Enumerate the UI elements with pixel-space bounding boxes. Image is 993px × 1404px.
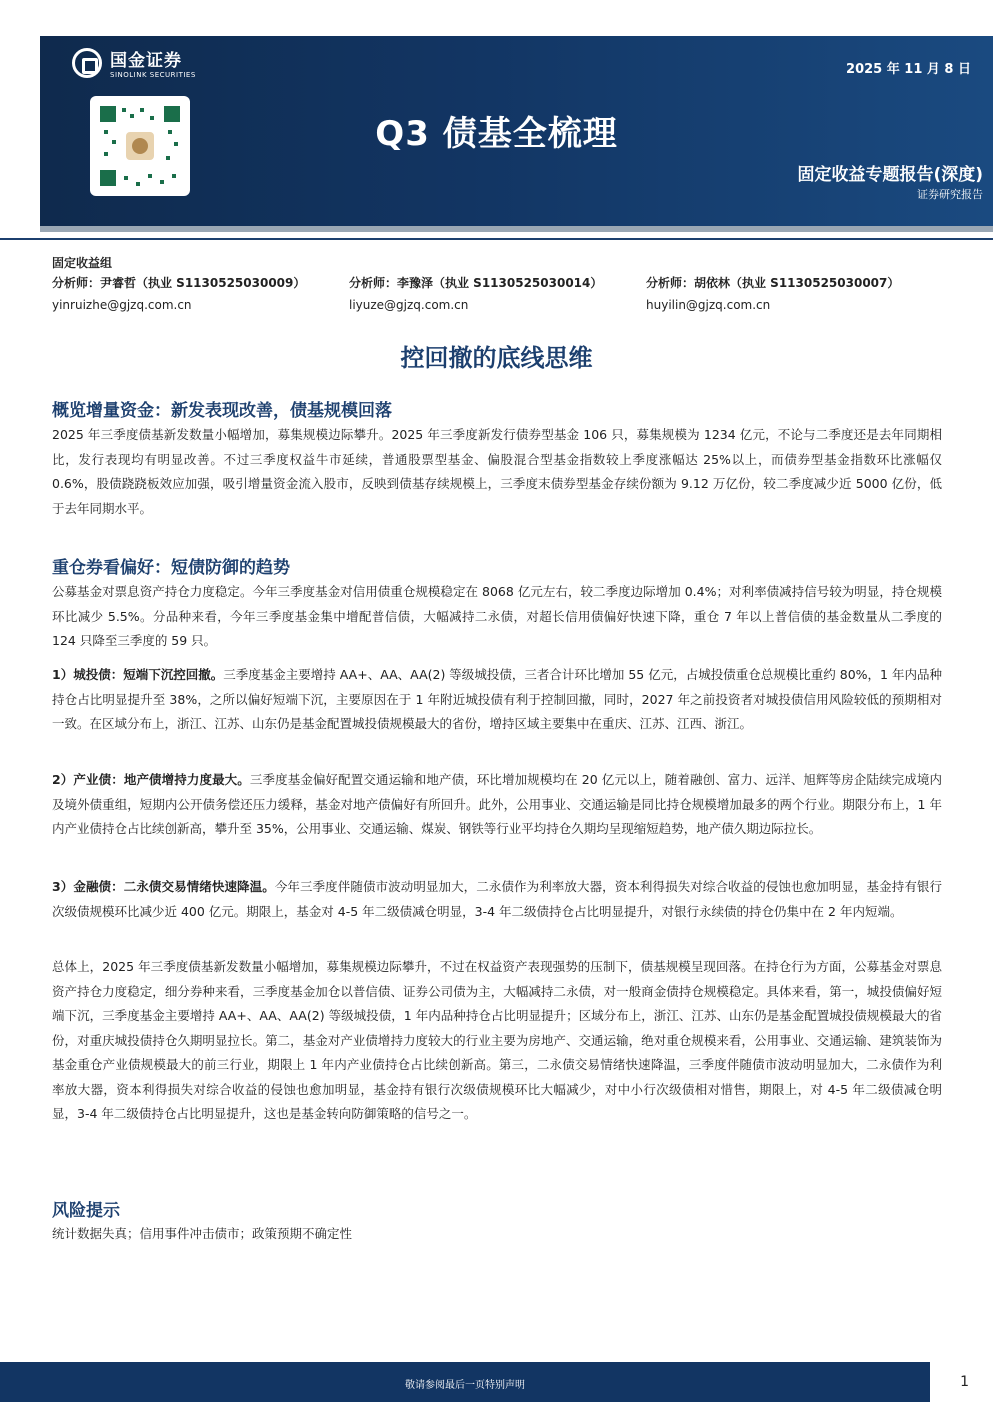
team-name: 固定收益组	[52, 256, 113, 270]
analyst-3	[646, 272, 946, 316]
report-headline: Q3 债基全梳理	[375, 114, 618, 154]
paragraph-urban-bonds	[52, 663, 942, 737]
paragraph-text: 三季度基金偏好配置交通运输和地产债，环比增加规模均在 20 亿元以上，随着融创、富力、远洋、旭辉等房企陆续完成境内及境外债重组，短期内公开债务偿还压力缓释，基金对地产债偏好有所回升。此外，公用事业、交通运输是同比持仓规模增加最多的两个行业。期限分布上，1 年内产业债持仓占比续创新高，攀升至 35%，公用事业、交通运输、煤炭、钢铁等行业平均持仓久期均呈现缩短趋势，地产债久期边际拉长。	[52, 772, 942, 836]
paragraph-holdings: 公募基金对票息资产持仓力度稳定。今年三季度基金对信用债重仓规模稳定在 8068 亿元左右，较二季度边际增加 0.4%；对利率债减持信号较为明显，持仓规模环比减少 5.5%。分品种来看，今年三季度基金集中增配普信债，大幅减持二永债，对超长信用债偏好快速下降，重仓 7 年以上普信债的基金数量从二季度的 124 只降至三季度的 59 只。	[52, 584, 942, 648]
paragraph-summary: 总体上，2025 年三季度债基新发数量小幅增加，募集规模边际攀升，不过在权益资产表现强势的压制下，债基规模呈现回落。在持仓行为方面，公募基金对票息资产持仓力度稳定，细分券种来看，三季度基金加仓以普信债、证券公司债为主，大幅减持二永债，对一般商金债持仓规模稳定。具体来看，第一，城投债偏好短端下沉，三季度基金主要增持 AA+、AA、AA(2) 等级城投债，1 年内品种持仓占比明显提升；区域分布上，浙江、江苏、山东仍是基金配置城投债规模最大的省份，对重庆城投债持仓久期明显拉长。第二，基金对产业债增持力度较大的行业主要为房地产、交通运输，绝对重仓规模来看，公用事业、交通运输、建筑装饰为基金重仓产业债规模最大的前三行业，期限上 1 年内产业债持仓占比续创新高。第三，二永债交易情绪快速降温，三季度伴随债市波动明显加大，二永债作为利率放大器，资本利得损失对综合收益的侵蚀也愈加明显，基金持有银行次级债规模环比大幅减少，对中小行次级债相对惜售，期限上，对 4-5 年二级债减仓明显，3-4 年二级债持仓占比明显提升，这也是基金转向防御策略的信号之一。	[52, 959, 942, 1121]
report-type: 固定收益专题报告(深度)	[797, 165, 983, 185]
analyst-2	[349, 272, 646, 316]
report-date: 2025 年 11 月 8 日	[846, 62, 971, 77]
logo-name-cn: 国金证券	[110, 51, 182, 71]
analyst-email[interactable]: yinruizhe@gjzq.com.cn	[52, 298, 192, 312]
logo-mark-icon	[72, 48, 102, 78]
company-logo	[72, 46, 196, 79]
divider	[0, 238, 993, 240]
logo-name-en: SINOLINK SECURITIES	[110, 71, 196, 79]
banner-shadow	[40, 226, 993, 232]
paragraph-overview: 2025 年三季度债基新发数量小幅增加，募集规模边际攀升。2025 年三季度新发行债券型基金 106 只，募集规模为 1234 亿元，不论与二季度还是去年同期相比，发行表现均有明显改善。不过三季度权益牛市延续，普通股票型基金、偏股混合型基金指数较上季度涨幅达 25%以上，而债券型基金指数环比涨幅仅 0.6%，股债跷跷板效应加强，吸引增量资金流入股市，反映到债基存续规模上，三季度末债券型基金存续份额为 9.12 万亿份，较二季度减少近 5000 亿份，低于去年同期水平。	[52, 427, 942, 516]
report-title: 控回撤的底线思维	[400, 344, 593, 372]
analyst-line: 分析师：尹睿哲（执业 S1130525030009）	[52, 276, 306, 290]
section-heading-overview: 概览增量资金：新发表现改善，债基规模回落	[52, 401, 392, 421]
analyst-1	[52, 272, 349, 316]
paragraph-industrial-bonds	[52, 768, 942, 842]
report-category: 证券研究报告	[917, 188, 983, 201]
analyst-email[interactable]: liyuze@gjzq.com.cn	[349, 298, 469, 312]
analyst-email[interactable]: huyilin@gjzq.com.cn	[646, 298, 771, 312]
paragraph-text: 今年三季度伴随债市波动明显加大，二永债作为利率放大器，资本利得损失对综合收益的侵蚀也愈加明显，基金持有银行次级债规模环比减少近 400 亿元。期限上，基金对 4-5 年二级债减仓明显，3-4 年二级债持仓占比明显提升，对银行永续债的持仓仍集中在 2 年内短端。	[52, 879, 942, 919]
section-heading-holdings: 重仓券看偏好：短债防御的趋势	[52, 558, 290, 578]
footer-disclaimer: 敬请参阅最后一页特别声明	[405, 1380, 525, 1391]
analyst-line: 分析师：李豫泽（执业 S1130525030014）	[349, 276, 603, 290]
analyst-list	[52, 272, 972, 316]
paragraph-lead: 1）城投债：短端下沉控回撤。	[52, 667, 224, 682]
paragraph-text: 三季度基金主要增持 AA+、AA、AA(2) 等级城投债，三者合计环比增加 55 亿元，占城投债重仓总规模比重约 80%，1 年内品种持仓占比明显提升至 38%，之所以偏好短端下沉，主要原因在于 1 年附近城投债有利于控制回撤，同时，2027 年之前投资者对城投债信用风险较低的预期相对一致。在区域分布上，浙江、江苏、山东仍是基金配置城投债规模最大的省份，增持区域主要集中在重庆、江苏、江西、浙江。	[52, 667, 943, 731]
section-heading-risk: 风险提示	[52, 1201, 120, 1221]
page-number: 1	[960, 1374, 969, 1390]
paragraph-lead: 3）金融债：二永债交易情绪快速降温。	[52, 879, 275, 894]
analyst-line: 分析师：胡依林（执业 S1130525030007）	[646, 276, 900, 290]
paragraph-risk: 统计数据失真；信用事件冲击债市；政策预期不确定性	[52, 1226, 353, 1241]
paragraph-financial-bonds	[52, 875, 942, 924]
paragraph-lead: 2）产业债：地产债增持力度最大。	[52, 772, 250, 787]
